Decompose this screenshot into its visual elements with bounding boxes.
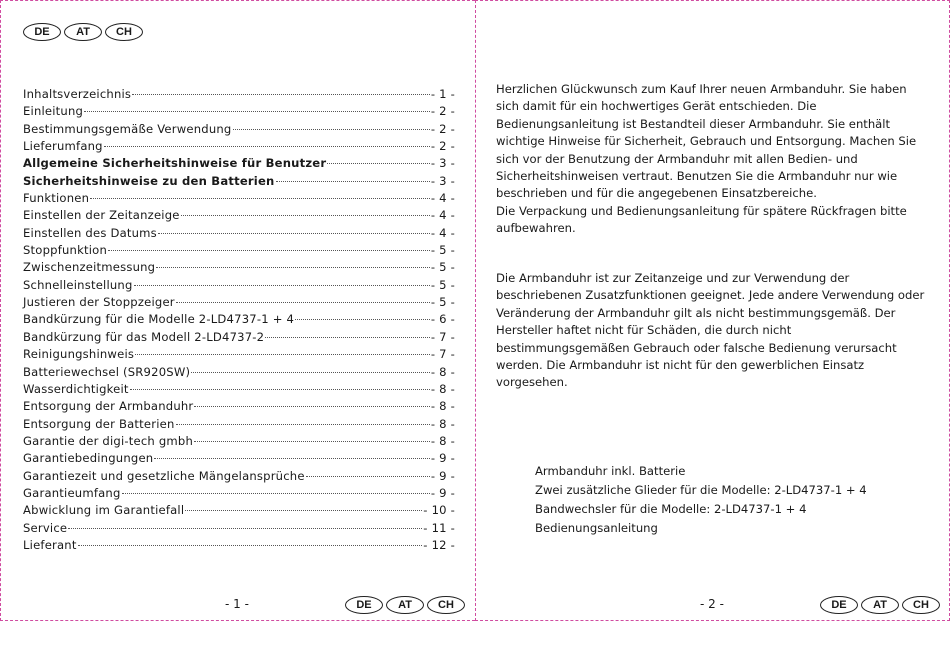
page-number-right: - 2 -: [700, 597, 724, 611]
toc-leader-dots: [194, 406, 429, 407]
toc-leader-dots: [132, 94, 430, 95]
toc-entry-page: - 3 -: [430, 173, 455, 188]
toc-entry-page: - 8 -: [430, 399, 455, 414]
toc-entry-page: - 9 -: [430, 468, 455, 483]
badge-ch: CH: [902, 596, 940, 614]
toc-leader-dots: [130, 389, 430, 390]
toc-entry-page: - 2 -: [430, 121, 455, 136]
badge-at: AT: [861, 596, 899, 614]
toc-entry: [23, 191, 455, 208]
toc-entry-page: - 5 -: [430, 277, 455, 292]
list-item: Bandwechsler für die Modelle: 2-LD4737-1 + 4: [535, 502, 807, 516]
toc-entry-page: - 5 -: [430, 295, 455, 310]
toc-entry-page: - 4 -: [430, 208, 455, 223]
toc-entry: [23, 295, 455, 312]
toc-entry-title: Garantiezeit und gesetzliche Mängelansprüche: [23, 468, 305, 483]
toc-entry-title: Bandkürzung für die Modelle 2-LD4737-1 + 4: [23, 312, 295, 327]
toc-entry-title: Batteriewechsel (SR920SW): [23, 364, 191, 379]
toc-entry-page: - 10 -: [423, 503, 455, 518]
toc-entry-title: Einstellen des Datums: [23, 225, 157, 240]
toc-entry-page: - 11 -: [423, 520, 455, 535]
intro-text: Herzlichen Glückwunsch zum Kauf Ihrer neuen Armbanduhr. Sie haben sich damit für ein hochwertiges Gerät entschieden. Die Bedienungsanleitung ist Bestandteil dieser Armbanduhr. Sie enthält wichtige Hinweise für Sicherheit, Gebrauch und Entsorgung. Machen Sie sich vor der Benutzung der Armbanduhr mit allen Bedien- und Sicherheitshinweisen vertraut. Benutzen Sie die Armbanduhr nur wie beschrieben und für die angegebenen Einsatzbereiche.: [496, 82, 917, 201]
toc-entry-page: - 1 -: [430, 87, 455, 101]
toc-entry-title: Justieren der Stoppzeiger: [23, 295, 175, 310]
toc-entry-page: - 7 -: [430, 347, 455, 362]
toc-entry: [23, 278, 455, 295]
toc-entry: [23, 417, 455, 434]
toc-leader-dots: [306, 476, 430, 477]
toc-entry-title: Einleitung: [23, 104, 84, 119]
toc-entry-title: Einstellen der Zeitanzeige: [23, 208, 180, 223]
intro-keep-note: Die Verpackung und Bedienungsanleitung für spätere Rückfragen bitte aufbewahren.: [496, 203, 907, 236]
toc-leader-dots: [276, 181, 430, 182]
toc-entry: [23, 226, 455, 243]
toc-leader-dots: [104, 146, 430, 147]
list-item: Zwei zusätzliche Glieder für die Modelle: 2-LD4737-1 + 4: [535, 483, 867, 497]
toc-entry-page: - 2 -: [430, 139, 455, 154]
toc-entry-title: Garantiebedingungen: [23, 451, 154, 466]
toc-entry-title: Lieferumfang: [23, 139, 103, 154]
toc-entry: [23, 156, 455, 173]
toc-entry: [23, 538, 455, 555]
toc-entry-page: - 8 -: [430, 416, 455, 431]
intended-use-paragraph: Die Armbanduhr ist zur Zeitanzeige und zur Verwendung der beschriebenen Zusatzfunktionen geeignet. Jede andere Verwendung oder Veränderung der Armbanduhr gilt als nicht bestimmungsgemäß. Der Hersteller haftet nicht für Schäden, die durch nicht bestimmungsgemäßen Gebrauch oder falsche Bedienung verursacht werden. Die Armbanduhr ist nicht für den gewerblichen Einsatz vorgesehen.: [496, 271, 925, 390]
toc-entry: [23, 365, 455, 382]
toc-entry-page: - 9 -: [430, 451, 455, 466]
toc-entry-title: Entsorgung der Armbanduhr: [23, 399, 194, 414]
badge-ch: CH: [427, 596, 465, 614]
toc-entry: [23, 347, 455, 364]
table-of-contents: [23, 87, 455, 555]
toc-entry-page: - 5 -: [430, 260, 455, 275]
toc-leader-dots: [122, 493, 430, 494]
badge-de: DE: [345, 596, 383, 614]
toc-leader-dots: [265, 337, 430, 338]
intro-paragraph: [496, 81, 926, 238]
toc-leader-dots: [181, 215, 430, 216]
toc-entry: [23, 139, 455, 156]
toc-leader-dots: [176, 424, 430, 425]
toc-entry-page: - 4 -: [430, 191, 455, 206]
toc-entry: [23, 330, 455, 347]
toc-leader-dots: [327, 163, 430, 164]
toc-entry-title: Schnelleinstellung: [23, 277, 133, 292]
toc-entry-page: - 2 -: [430, 104, 455, 119]
toc-entry-title: Wasserdichtigkeit: [23, 381, 129, 396]
toc-entry: [23, 486, 455, 503]
toc-entry: [23, 87, 455, 104]
toc-entry: [23, 208, 455, 225]
scope-of-delivery-list: [535, 462, 867, 538]
badge-ch: CH: [105, 23, 143, 41]
toc-entry: [23, 243, 455, 260]
toc-leader-dots: [158, 233, 430, 234]
toc-entry: [23, 260, 455, 277]
left-page: [0, 0, 475, 621]
toc-entry-page: - 4 -: [430, 225, 455, 240]
toc-leader-dots: [134, 285, 430, 286]
toc-leader-dots: [135, 354, 430, 355]
toc-entry-title: Bestimmungsgemäße Verwendung: [23, 121, 232, 136]
toc-entry-title: Abwicklung im Garantiefall: [23, 503, 185, 518]
badge-at: AT: [386, 596, 424, 614]
toc-entry: [23, 434, 455, 451]
toc-entry-title: Sicherheitshinweise zu den Batterien: [23, 173, 275, 188]
country-badges-bottom-left: [345, 596, 465, 614]
toc-entry-page: - 3 -: [430, 156, 455, 171]
badge-de: DE: [820, 596, 858, 614]
toc-entry-title: Allgemeine Sicherheitshinweise für Benutzer: [23, 156, 327, 171]
toc-entry-title: Reinigungshinweis: [23, 347, 135, 362]
toc-entry: [23, 104, 455, 121]
toc-entry-title: Bandkürzung für das Modell 2-LD4737-2: [23, 329, 265, 344]
toc-entry: [23, 312, 455, 329]
page-number-left: - 1 -: [225, 597, 249, 611]
list-item: Armbanduhr inkl. Batterie: [535, 464, 686, 478]
toc-leader-dots: [194, 441, 430, 442]
toc-entry-page: - 12 -: [423, 537, 455, 552]
toc-leader-dots: [156, 267, 430, 268]
toc-entry: [23, 174, 455, 191]
toc-entry: [23, 503, 455, 520]
toc-leader-dots: [295, 319, 430, 320]
toc-entry-page: - 9 -: [430, 485, 455, 500]
toc-entry-page: - 7 -: [430, 329, 455, 344]
country-badges-top: [23, 23, 143, 41]
toc-entry-title: Funktionen: [23, 191, 90, 206]
toc-entry: [23, 521, 455, 538]
toc-leader-dots: [191, 372, 430, 373]
toc-entry: [23, 451, 455, 468]
toc-entry-title: Lieferant: [23, 537, 77, 552]
toc-leader-dots: [68, 528, 422, 529]
list-item: Bedienungsanleitung: [535, 521, 658, 535]
toc-leader-dots: [90, 198, 430, 199]
toc-leader-dots: [176, 302, 430, 303]
toc-leader-dots: [78, 545, 423, 546]
badge-at: AT: [64, 23, 102, 41]
toc-entry-page: - 8 -: [430, 364, 455, 379]
toc-entry: [23, 382, 455, 399]
badge-de: DE: [23, 23, 61, 41]
toc-entry: [23, 469, 455, 486]
toc-leader-dots: [108, 250, 430, 251]
toc-entry: [23, 399, 455, 416]
toc-leader-dots: [84, 111, 430, 112]
toc-entry-title: Inhaltsverzeichnis: [23, 87, 132, 101]
toc-entry-title: Garantieumfang: [23, 485, 121, 500]
toc-entry-page: - 8 -: [430, 433, 455, 448]
country-badges-bottom-right: [820, 596, 940, 614]
toc-entry-page: - 5 -: [430, 243, 455, 258]
toc-entry-title: Garantie der digi-tech gmbh: [23, 433, 194, 448]
toc-entry-title: Stoppfunktion: [23, 243, 108, 258]
toc-entry-title: Zwischenzeitmessung: [23, 260, 156, 275]
toc-leader-dots: [185, 510, 422, 511]
toc-entry-title: Entsorgung der Batterien: [23, 416, 175, 431]
toc-leader-dots: [233, 129, 430, 130]
toc-entry-page: - 6 -: [430, 312, 455, 327]
toc-entry-page: - 8 -: [430, 381, 455, 396]
toc-leader-dots: [154, 458, 430, 459]
toc-entry-title: Service: [23, 520, 68, 535]
toc-entry: [23, 122, 455, 139]
